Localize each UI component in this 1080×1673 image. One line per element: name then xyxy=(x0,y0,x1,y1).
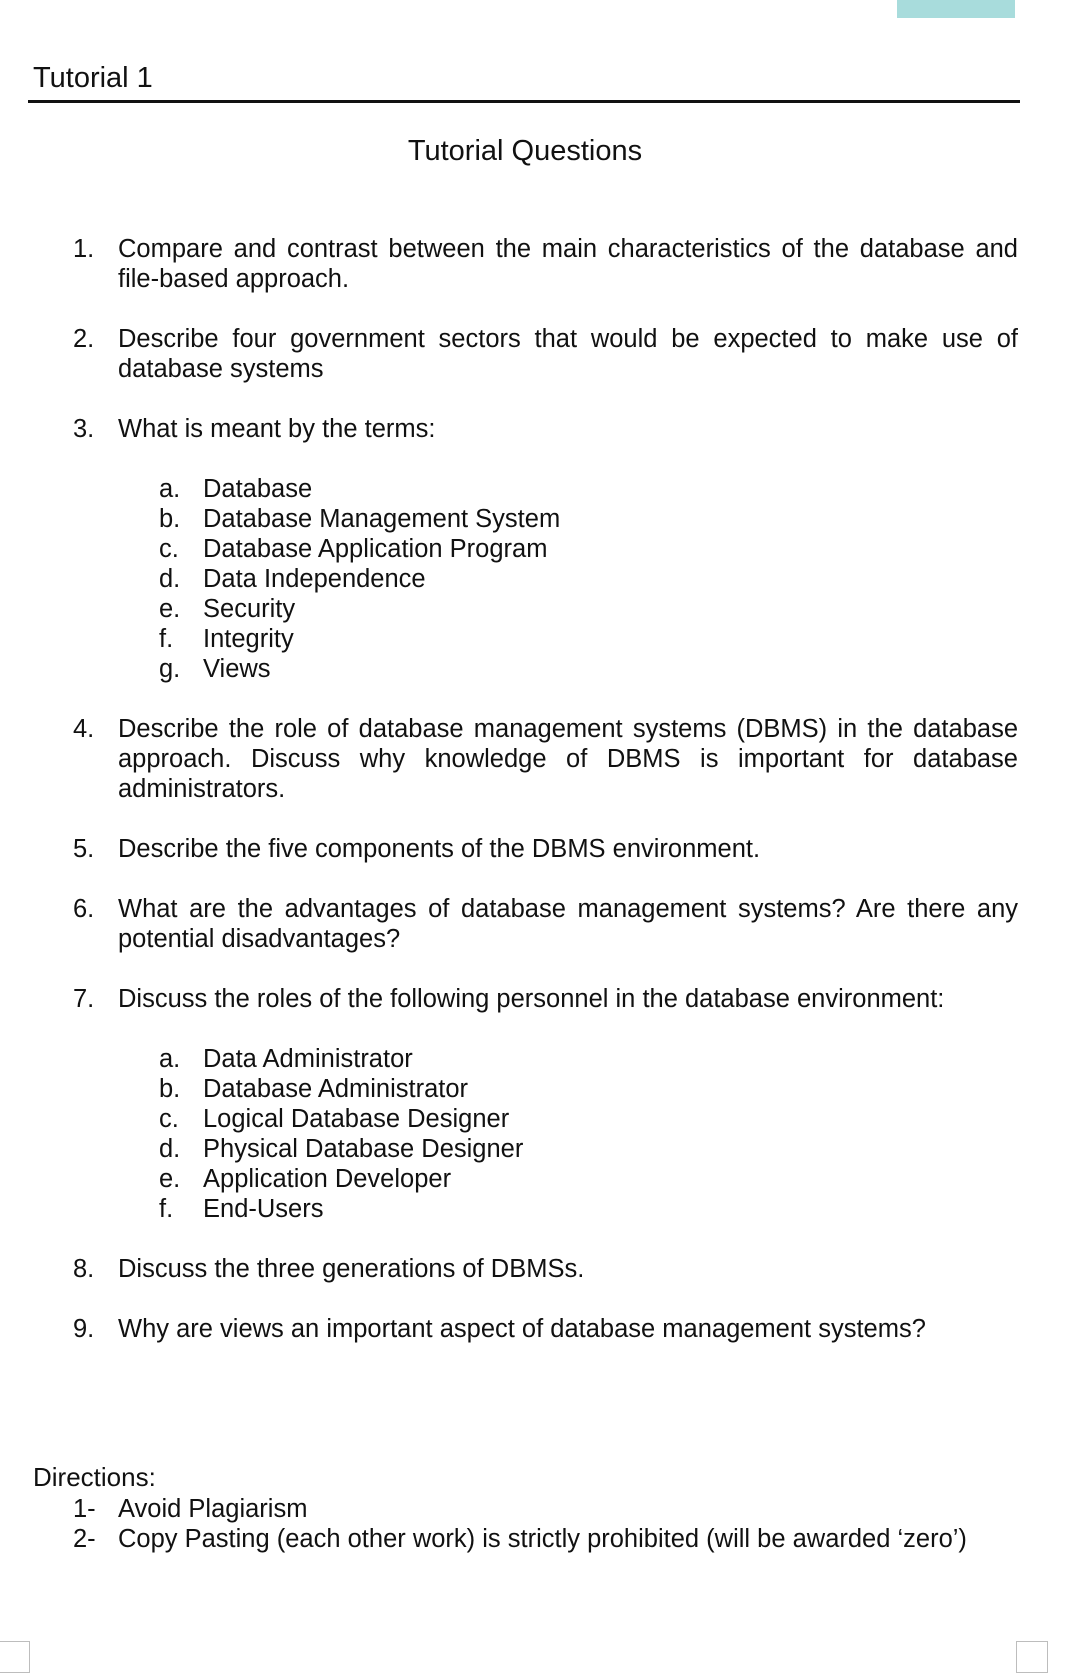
question-1 xyxy=(73,234,1018,294)
list-letter: d. xyxy=(159,565,181,593)
list-label: Data Administrator xyxy=(203,1045,413,1073)
list-letter: f. xyxy=(159,625,174,653)
question-number: 4. xyxy=(73,715,95,743)
question-6 xyxy=(73,894,1018,954)
question-3 xyxy=(73,414,1018,444)
question-number: 9. xyxy=(73,1315,95,1343)
list-label: Database Administrator xyxy=(203,1075,469,1103)
list-letter: e. xyxy=(159,595,181,623)
question-text: Describe four government sectors that would be expected to make use of database systems xyxy=(118,325,1018,383)
question-9 xyxy=(73,1314,1018,1344)
list-label: Avoid Plagiarism xyxy=(118,1495,308,1523)
question-2 xyxy=(73,324,1018,384)
question-number: 1. xyxy=(73,235,95,263)
list-letter: c. xyxy=(159,1105,179,1133)
list-number: 1- xyxy=(73,1495,96,1523)
list-letter: e. xyxy=(159,1165,181,1193)
list-label: Data Independence xyxy=(203,565,426,593)
question-number: 6. xyxy=(73,895,95,923)
list-label: Physical Database Designer xyxy=(203,1135,524,1163)
question-text: Discuss the three generations of DBMSs. xyxy=(118,1255,585,1283)
list-label: Security xyxy=(203,595,296,623)
question-text: Why are views an important aspect of database management systems? xyxy=(118,1315,926,1343)
question-text: Discuss the roles of the following personnel in the database environment: xyxy=(118,985,945,1013)
list-letter: c. xyxy=(159,535,179,563)
list-letter: b. xyxy=(159,505,181,533)
page-corner-left xyxy=(0,1641,30,1673)
list-label: Copy Pasting (each other work) is strictly prohibited (will be awarded ‘zero’) xyxy=(118,1525,967,1553)
question-8 xyxy=(73,1254,1018,1284)
list-number: 2- xyxy=(73,1525,96,1553)
list-label: Database Application Program xyxy=(203,535,548,563)
top-accent-tab xyxy=(897,0,1015,18)
page-title: Tutorial Questions xyxy=(407,135,643,167)
list-letter: b. xyxy=(159,1075,181,1103)
list-letter: f. xyxy=(159,1195,174,1223)
list-label: Integrity xyxy=(203,625,294,653)
header-divider xyxy=(28,100,1020,103)
list-letter: d. xyxy=(159,1135,181,1163)
question-text: Describe the five components of the DBMS environment. xyxy=(118,835,761,863)
question-5 xyxy=(73,834,1018,864)
list-letter: a. xyxy=(159,475,181,503)
question-text: What are the advantages of database management systems? Are there any potential disadvantages? xyxy=(118,895,1018,953)
question-text: What is meant by the terms: xyxy=(118,415,436,443)
question-number: 8. xyxy=(73,1255,95,1283)
question-text: Describe the role of database management systems (DBMS) in the database approach. Discuss why knowledge of DBMS is important for database administrators. xyxy=(118,715,1018,803)
page-corner-right xyxy=(1016,1641,1048,1673)
directions-heading: Directions: xyxy=(33,1462,156,1492)
list-label: Database Management System xyxy=(203,505,561,533)
list-label: Application Developer xyxy=(203,1165,452,1193)
list-letter: g. xyxy=(159,655,181,683)
header-title: Tutorial 1 xyxy=(33,62,153,94)
list-label: Database xyxy=(203,475,313,503)
question-7 xyxy=(73,984,1018,1014)
list-label: Logical Database Designer xyxy=(203,1105,510,1133)
list-letter: a. xyxy=(159,1045,181,1073)
list-label: End-Users xyxy=(203,1195,324,1223)
question-number: 5. xyxy=(73,835,95,863)
list-label: Views xyxy=(203,655,271,683)
question-number: 7. xyxy=(73,985,95,1013)
question-number: 2. xyxy=(73,325,95,353)
question-text: Compare and contrast between the main characteristics of the database and file-based approach. xyxy=(118,235,1018,293)
question-number: 3. xyxy=(73,415,95,443)
question-4 xyxy=(73,714,1018,804)
